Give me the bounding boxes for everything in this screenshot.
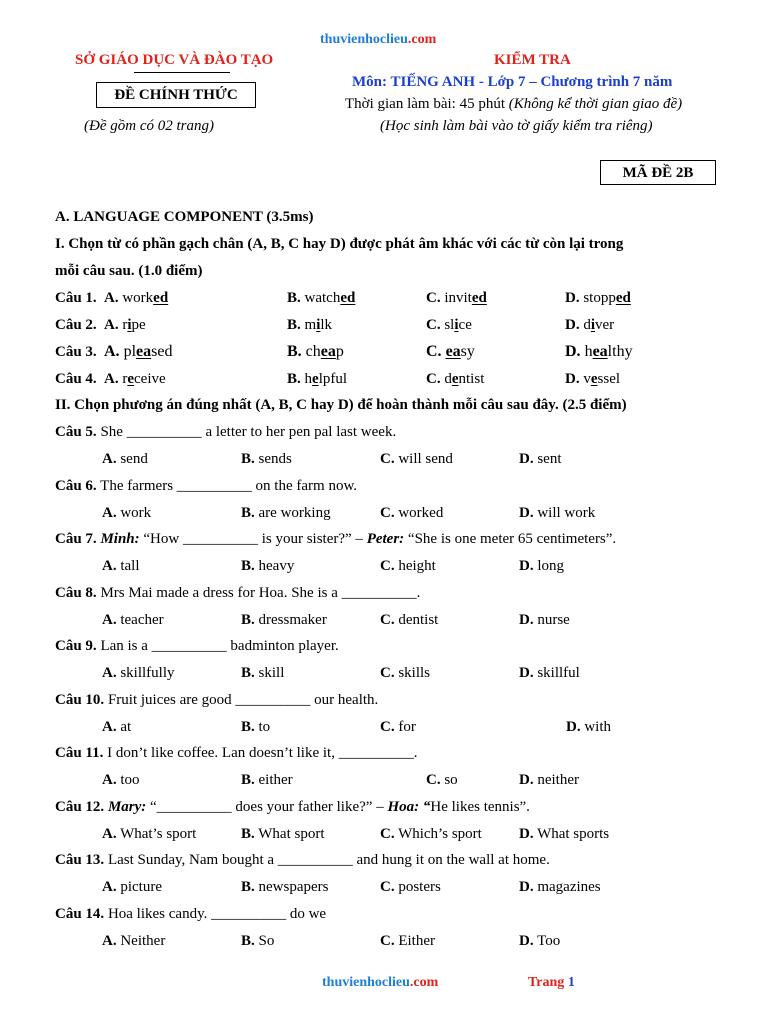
word-prefix: pl bbox=[123, 343, 137, 360]
site-header[interactable] bbox=[320, 32, 436, 48]
underlined-sound: ed bbox=[471, 290, 487, 306]
question-text: Mrs Mai made a dress for Hoa. She is a __________. bbox=[100, 585, 421, 601]
page-label: Trang bbox=[528, 975, 565, 990]
question-label: Câu 13. bbox=[55, 852, 105, 868]
word-prefix: d bbox=[444, 371, 452, 387]
option-text: picture bbox=[120, 879, 162, 895]
word-prefix: h bbox=[304, 371, 313, 387]
option-key: C. bbox=[380, 558, 395, 574]
option-key: B. bbox=[287, 371, 301, 387]
option-key: B. bbox=[241, 558, 255, 574]
option-key: B. bbox=[241, 772, 255, 788]
question-stem bbox=[55, 906, 326, 923]
subject-line: Môn: TIẾNG ANH - Lớp 7 – Chương trình 7 năm bbox=[352, 74, 673, 90]
site-name: thuvienhoclieu bbox=[320, 32, 408, 47]
footer-site[interactable] bbox=[322, 975, 438, 991]
option-key: C. bbox=[380, 665, 395, 681]
phonetic-option-d[interactable] bbox=[565, 371, 620, 388]
answer-option-d[interactable] bbox=[519, 612, 570, 629]
word-prefix: r bbox=[122, 371, 128, 387]
word-prefix: sl bbox=[444, 317, 455, 333]
question-stem bbox=[55, 745, 417, 762]
option-key: B. bbox=[241, 933, 255, 949]
official-badge: ĐỀ CHÍNH THỨC bbox=[96, 82, 256, 108]
option-key: C. bbox=[426, 343, 442, 360]
option-key: C. bbox=[426, 371, 441, 387]
option-text: skillfully bbox=[120, 665, 175, 681]
word-suffix: lpful bbox=[318, 371, 348, 387]
word-suffix: ceive bbox=[134, 371, 166, 387]
dialogue-part-2: “She is one meter 65 centimeters”. bbox=[407, 531, 617, 547]
option-key: D. bbox=[565, 317, 580, 333]
phonetic-option-d[interactable] bbox=[565, 317, 614, 334]
answer-option-b[interactable] bbox=[241, 558, 294, 575]
option-text: with bbox=[584, 719, 612, 735]
option-key: C. bbox=[380, 505, 395, 521]
phonetic-option-a[interactable] bbox=[104, 317, 146, 334]
speaker-1: Mary: bbox=[107, 799, 147, 815]
option-key: D. bbox=[519, 933, 534, 949]
option-text: work bbox=[120, 505, 152, 521]
section-1-heading-line2: mỗi câu sau. (1.0 điểm) bbox=[55, 263, 203, 279]
answer-option-d[interactable] bbox=[519, 772, 579, 789]
option-text: are working bbox=[258, 505, 331, 521]
answer-option-b[interactable] bbox=[241, 772, 293, 789]
option-text: Too bbox=[537, 933, 561, 949]
word-suffix: ce bbox=[458, 317, 472, 333]
underlined-sound: e bbox=[590, 371, 598, 387]
phonetic-question-label: Câu 4. bbox=[55, 371, 97, 387]
phonetic-option-d[interactable] bbox=[565, 290, 631, 307]
dialogue-part-1: “How __________ is your sister?” – bbox=[143, 531, 363, 547]
answer-option-d[interactable] bbox=[566, 719, 611, 736]
answer-option-c[interactable] bbox=[380, 451, 453, 468]
answer-option-a[interactable] bbox=[102, 826, 196, 843]
department-title: SỞ GIÁO DỤC VÀ ĐÀO TẠO bbox=[75, 52, 274, 68]
dialogue-part-1: “__________ does your father like?” – bbox=[150, 799, 384, 815]
option-key: C. bbox=[380, 451, 395, 467]
option-text: teacher bbox=[120, 612, 164, 628]
answer-option-b[interactable] bbox=[241, 826, 324, 843]
option-key: A. bbox=[102, 879, 117, 895]
option-text: for bbox=[398, 719, 416, 735]
word-prefix: m bbox=[304, 317, 317, 333]
word-suffix: ssel bbox=[597, 371, 621, 387]
option-text: either bbox=[258, 772, 293, 788]
option-text: skillful bbox=[537, 665, 580, 681]
word-suffix: ver bbox=[595, 317, 615, 333]
option-key: A. bbox=[102, 505, 117, 521]
option-key: D. bbox=[565, 290, 580, 306]
option-key: C. bbox=[380, 719, 395, 735]
option-text: So bbox=[258, 933, 275, 949]
exam-title: KIỂM TRA bbox=[494, 52, 571, 68]
option-text: skill bbox=[258, 665, 285, 681]
option-key: D. bbox=[519, 612, 534, 628]
phonetic-option-b[interactable] bbox=[287, 371, 347, 388]
option-key: A. bbox=[102, 558, 117, 574]
word-prefix: ch bbox=[305, 343, 321, 360]
option-text: What sports bbox=[537, 826, 610, 842]
answer-option-d[interactable] bbox=[519, 451, 562, 468]
speaker-1: Minh: bbox=[100, 531, 140, 547]
answer-option-a[interactable] bbox=[102, 933, 165, 950]
option-key: D. bbox=[519, 879, 534, 895]
word-suffix: lk bbox=[320, 317, 333, 333]
underlined-sound: ea bbox=[592, 343, 608, 360]
option-key: A. bbox=[102, 665, 117, 681]
answer-option-d[interactable] bbox=[519, 665, 580, 682]
option-key: D. bbox=[519, 826, 534, 842]
word-suffix: sy bbox=[460, 343, 475, 360]
phonetic-question-label: Câu 2. bbox=[55, 317, 97, 333]
option-key: D. bbox=[519, 505, 534, 521]
dialogue-part-2: He likes tennis”. bbox=[430, 799, 530, 815]
answer-option-c[interactable] bbox=[380, 719, 416, 736]
option-text: Neither bbox=[120, 933, 166, 949]
option-key: B. bbox=[241, 665, 255, 681]
phonetic-question-label: Câu 1. bbox=[55, 290, 97, 306]
phonetic-option-a[interactable] bbox=[104, 371, 166, 388]
answer-option-d[interactable] bbox=[519, 879, 601, 896]
option-text: Either bbox=[398, 933, 435, 949]
underlined-sound: ed bbox=[615, 290, 631, 306]
question-label: Câu 14. bbox=[55, 906, 105, 922]
word-prefix: v bbox=[583, 371, 591, 387]
question-stem bbox=[55, 478, 357, 495]
word-prefix: invit bbox=[444, 290, 472, 306]
answer-option-c[interactable] bbox=[380, 558, 436, 575]
answer-option-b[interactable] bbox=[241, 933, 274, 950]
question-text: She __________ a letter to her pen pal last week. bbox=[100, 424, 397, 440]
option-text: nurse bbox=[537, 612, 570, 628]
option-key: C. bbox=[380, 879, 395, 895]
answer-option-a[interactable] bbox=[102, 612, 164, 629]
option-key: D. bbox=[519, 665, 534, 681]
word-suffix: pe bbox=[131, 317, 146, 333]
option-text: skills bbox=[398, 665, 431, 681]
time-line bbox=[345, 96, 682, 113]
question-stem bbox=[55, 531, 616, 548]
question-text: Lan is a __________ badminton player. bbox=[100, 638, 339, 654]
underlined-sound: e bbox=[127, 371, 135, 387]
option-key: A. bbox=[102, 612, 117, 628]
site-tld: .com bbox=[407, 32, 437, 47]
page-value: 1 bbox=[567, 975, 575, 990]
phonetic-option-d[interactable] bbox=[565, 343, 633, 361]
phonetic-option-c[interactable] bbox=[426, 290, 487, 307]
option-text: will work bbox=[537, 505, 596, 521]
option-key: A. bbox=[104, 343, 120, 360]
section-2-heading: II. Chọn phương án đúng nhất (A, B, C hay D) để hoàn thành mỗi câu sau đây. (2.5 điểm) bbox=[55, 397, 627, 413]
answer-option-d[interactable] bbox=[519, 558, 564, 575]
question-stem bbox=[55, 852, 550, 869]
option-key: B. bbox=[241, 879, 255, 895]
option-key: C. bbox=[426, 317, 441, 333]
option-text: dentist bbox=[398, 612, 439, 628]
option-text: at bbox=[120, 719, 132, 735]
answer-option-c[interactable] bbox=[380, 665, 430, 682]
time-label: Thời gian làm bài: 45 phút bbox=[345, 96, 505, 112]
option-key: B. bbox=[287, 290, 301, 306]
underlined-sound: i bbox=[127, 317, 132, 333]
option-text: tall bbox=[120, 558, 140, 574]
option-key: C. bbox=[380, 612, 395, 628]
option-key: B. bbox=[241, 505, 255, 521]
paper-note: (Học sinh làm bài vào tờ giấy kiểm tra riêng) bbox=[380, 118, 653, 134]
answer-option-c[interactable] bbox=[380, 826, 482, 843]
option-key: D. bbox=[565, 371, 580, 387]
option-text: newspapers bbox=[258, 879, 329, 895]
underlined-sound: i bbox=[590, 317, 596, 333]
part-a-heading: A. LANGUAGE COMPONENT (3.5ms) bbox=[55, 209, 314, 225]
question-stem bbox=[55, 638, 339, 655]
underlined-sound: ea bbox=[320, 343, 336, 360]
phonetic-option-a[interactable] bbox=[104, 343, 172, 361]
footer-site-tld: .com bbox=[409, 975, 439, 990]
option-key: D. bbox=[519, 451, 534, 467]
option-text: will send bbox=[398, 451, 453, 467]
option-text: long bbox=[537, 558, 565, 574]
phonetic-option-b[interactable] bbox=[287, 343, 344, 361]
option-key: A. bbox=[102, 772, 117, 788]
speaker-2: Peter: bbox=[366, 531, 405, 547]
option-text: neither bbox=[537, 772, 579, 788]
option-key: D. bbox=[565, 343, 581, 360]
answer-option-a[interactable] bbox=[102, 505, 151, 522]
option-key: C. bbox=[380, 826, 395, 842]
option-text: What’s sport bbox=[120, 826, 197, 842]
option-key: B. bbox=[287, 343, 302, 360]
pages-note: (Đề gồm có 02 trang) bbox=[84, 118, 214, 134]
underlined-sound: ed bbox=[340, 290, 356, 306]
word-prefix: watch bbox=[304, 290, 341, 306]
word-suffix: sed bbox=[151, 343, 173, 360]
answer-option-b[interactable] bbox=[241, 451, 292, 468]
option-key: B. bbox=[241, 719, 255, 735]
underlined-sound: ed bbox=[153, 290, 169, 306]
word-suffix: ntist bbox=[458, 371, 485, 387]
option-text: dressmaker bbox=[258, 612, 327, 628]
option-text: sent bbox=[537, 451, 562, 467]
question-label: Câu 12. bbox=[55, 799, 105, 815]
word-prefix: d bbox=[583, 317, 591, 333]
phonetic-option-c[interactable] bbox=[426, 371, 484, 388]
option-key: A. bbox=[104, 371, 119, 387]
phonetic-option-c[interactable] bbox=[426, 343, 475, 361]
underlined-sound: e bbox=[451, 371, 459, 387]
underlined-sound: ea bbox=[445, 343, 461, 360]
question-stem bbox=[55, 424, 396, 441]
option-text: heavy bbox=[258, 558, 295, 574]
underlined-sound: i bbox=[454, 317, 459, 333]
question-label: Câu 6. bbox=[55, 478, 97, 494]
question-stem bbox=[55, 692, 378, 709]
answer-option-b[interactable] bbox=[241, 719, 270, 736]
question-label: Câu 11. bbox=[55, 745, 104, 761]
option-key: A. bbox=[102, 826, 117, 842]
option-key: A. bbox=[104, 317, 119, 333]
phonetic-option-b[interactable] bbox=[287, 290, 355, 307]
answer-option-a[interactable] bbox=[102, 665, 175, 682]
underlined-sound: ea bbox=[136, 343, 152, 360]
answer-option-a[interactable] bbox=[102, 772, 140, 789]
answer-option-d[interactable] bbox=[519, 826, 609, 843]
answer-option-b[interactable] bbox=[241, 612, 327, 629]
option-text: height bbox=[398, 558, 436, 574]
answer-option-a[interactable] bbox=[102, 719, 131, 736]
question-text: I don’t like coffee. Lan doesn’t like it, __________. bbox=[107, 745, 418, 761]
question-stem bbox=[55, 799, 530, 816]
question-label: Câu 8. bbox=[55, 585, 97, 601]
option-text: Which’s sport bbox=[398, 826, 482, 842]
time-note: (Không kể thời gian giao đề) bbox=[508, 96, 683, 112]
answer-option-d[interactable] bbox=[519, 933, 560, 950]
phonetic-option-b[interactable] bbox=[287, 317, 332, 334]
option-key: B. bbox=[241, 612, 255, 628]
answer-option-a[interactable] bbox=[102, 451, 148, 468]
option-key: A. bbox=[102, 719, 117, 735]
answer-option-c[interactable] bbox=[380, 505, 443, 522]
option-text: so bbox=[444, 772, 458, 788]
answer-option-b[interactable] bbox=[241, 505, 331, 522]
option-key: C. bbox=[426, 772, 441, 788]
question-text: The farmers __________ on the farm now. bbox=[100, 478, 358, 494]
option-text: too bbox=[120, 772, 140, 788]
option-key: C. bbox=[426, 290, 441, 306]
option-text: worked bbox=[398, 505, 444, 521]
option-key: B. bbox=[241, 826, 255, 842]
word-prefix: stopp bbox=[583, 290, 616, 306]
phonetic-option-c[interactable] bbox=[426, 317, 472, 334]
word-prefix: r bbox=[122, 317, 128, 333]
option-key: A. bbox=[102, 451, 117, 467]
section-1-heading-line1: I. Chọn từ có phần gạch chân (A, B, C hay D) được phát âm khác với các từ còn lại trong bbox=[55, 236, 624, 252]
page-number bbox=[528, 975, 575, 991]
option-key: D. bbox=[519, 558, 534, 574]
answer-option-b[interactable] bbox=[241, 879, 329, 896]
answer-option-a[interactable] bbox=[102, 558, 140, 575]
underlined-sound: e bbox=[312, 371, 319, 387]
department-underline bbox=[134, 72, 230, 73]
option-text: send bbox=[120, 451, 148, 467]
word-suffix: p bbox=[335, 343, 344, 360]
option-text: to bbox=[258, 719, 271, 735]
option-key: C. bbox=[380, 933, 395, 949]
answer-option-c[interactable] bbox=[380, 933, 435, 950]
speaker-2: Hoa: “ bbox=[387, 799, 431, 815]
question-label: Câu 7. bbox=[55, 531, 97, 547]
option-key: B. bbox=[287, 317, 301, 333]
option-key: D. bbox=[519, 772, 534, 788]
phonetic-question-label: Câu 3. bbox=[55, 344, 97, 360]
question-text: Hoa likes candy. __________ do we bbox=[107, 906, 327, 922]
question-text: Last Sunday, Nam bought a __________ and hung it on the wall at home. bbox=[107, 852, 550, 868]
question-text: Fruit juices are good __________ our health. bbox=[107, 692, 379, 708]
answer-option-c[interactable] bbox=[380, 879, 441, 896]
answer-option-d[interactable] bbox=[519, 505, 595, 522]
exam-code-badge: MÃ ĐỀ 2B bbox=[600, 160, 716, 185]
answer-option-c[interactable] bbox=[380, 612, 438, 629]
option-key: A. bbox=[102, 933, 117, 949]
question-label: Câu 9. bbox=[55, 638, 97, 654]
answer-option-c[interactable] bbox=[426, 772, 458, 789]
underlined-sound: i bbox=[316, 317, 321, 333]
answer-option-b[interactable] bbox=[241, 665, 284, 682]
phonetic-option-a[interactable] bbox=[104, 290, 168, 307]
footer-site-name: thuvienhoclieu bbox=[322, 975, 410, 990]
word-prefix: work bbox=[122, 290, 154, 306]
option-key: A. bbox=[104, 290, 119, 306]
option-text: What sport bbox=[258, 826, 325, 842]
question-label: Câu 5. bbox=[55, 424, 97, 440]
question-label: Câu 10. bbox=[55, 692, 105, 708]
question-stem bbox=[55, 585, 420, 602]
answer-option-a[interactable] bbox=[102, 879, 162, 896]
word-prefix: h bbox=[584, 343, 593, 360]
option-text: posters bbox=[398, 879, 441, 895]
option-key: D. bbox=[566, 719, 581, 735]
word-suffix: lthy bbox=[607, 343, 633, 360]
option-text: magazines bbox=[537, 879, 601, 895]
option-key: B. bbox=[241, 451, 255, 467]
option-text: sends bbox=[258, 451, 292, 467]
